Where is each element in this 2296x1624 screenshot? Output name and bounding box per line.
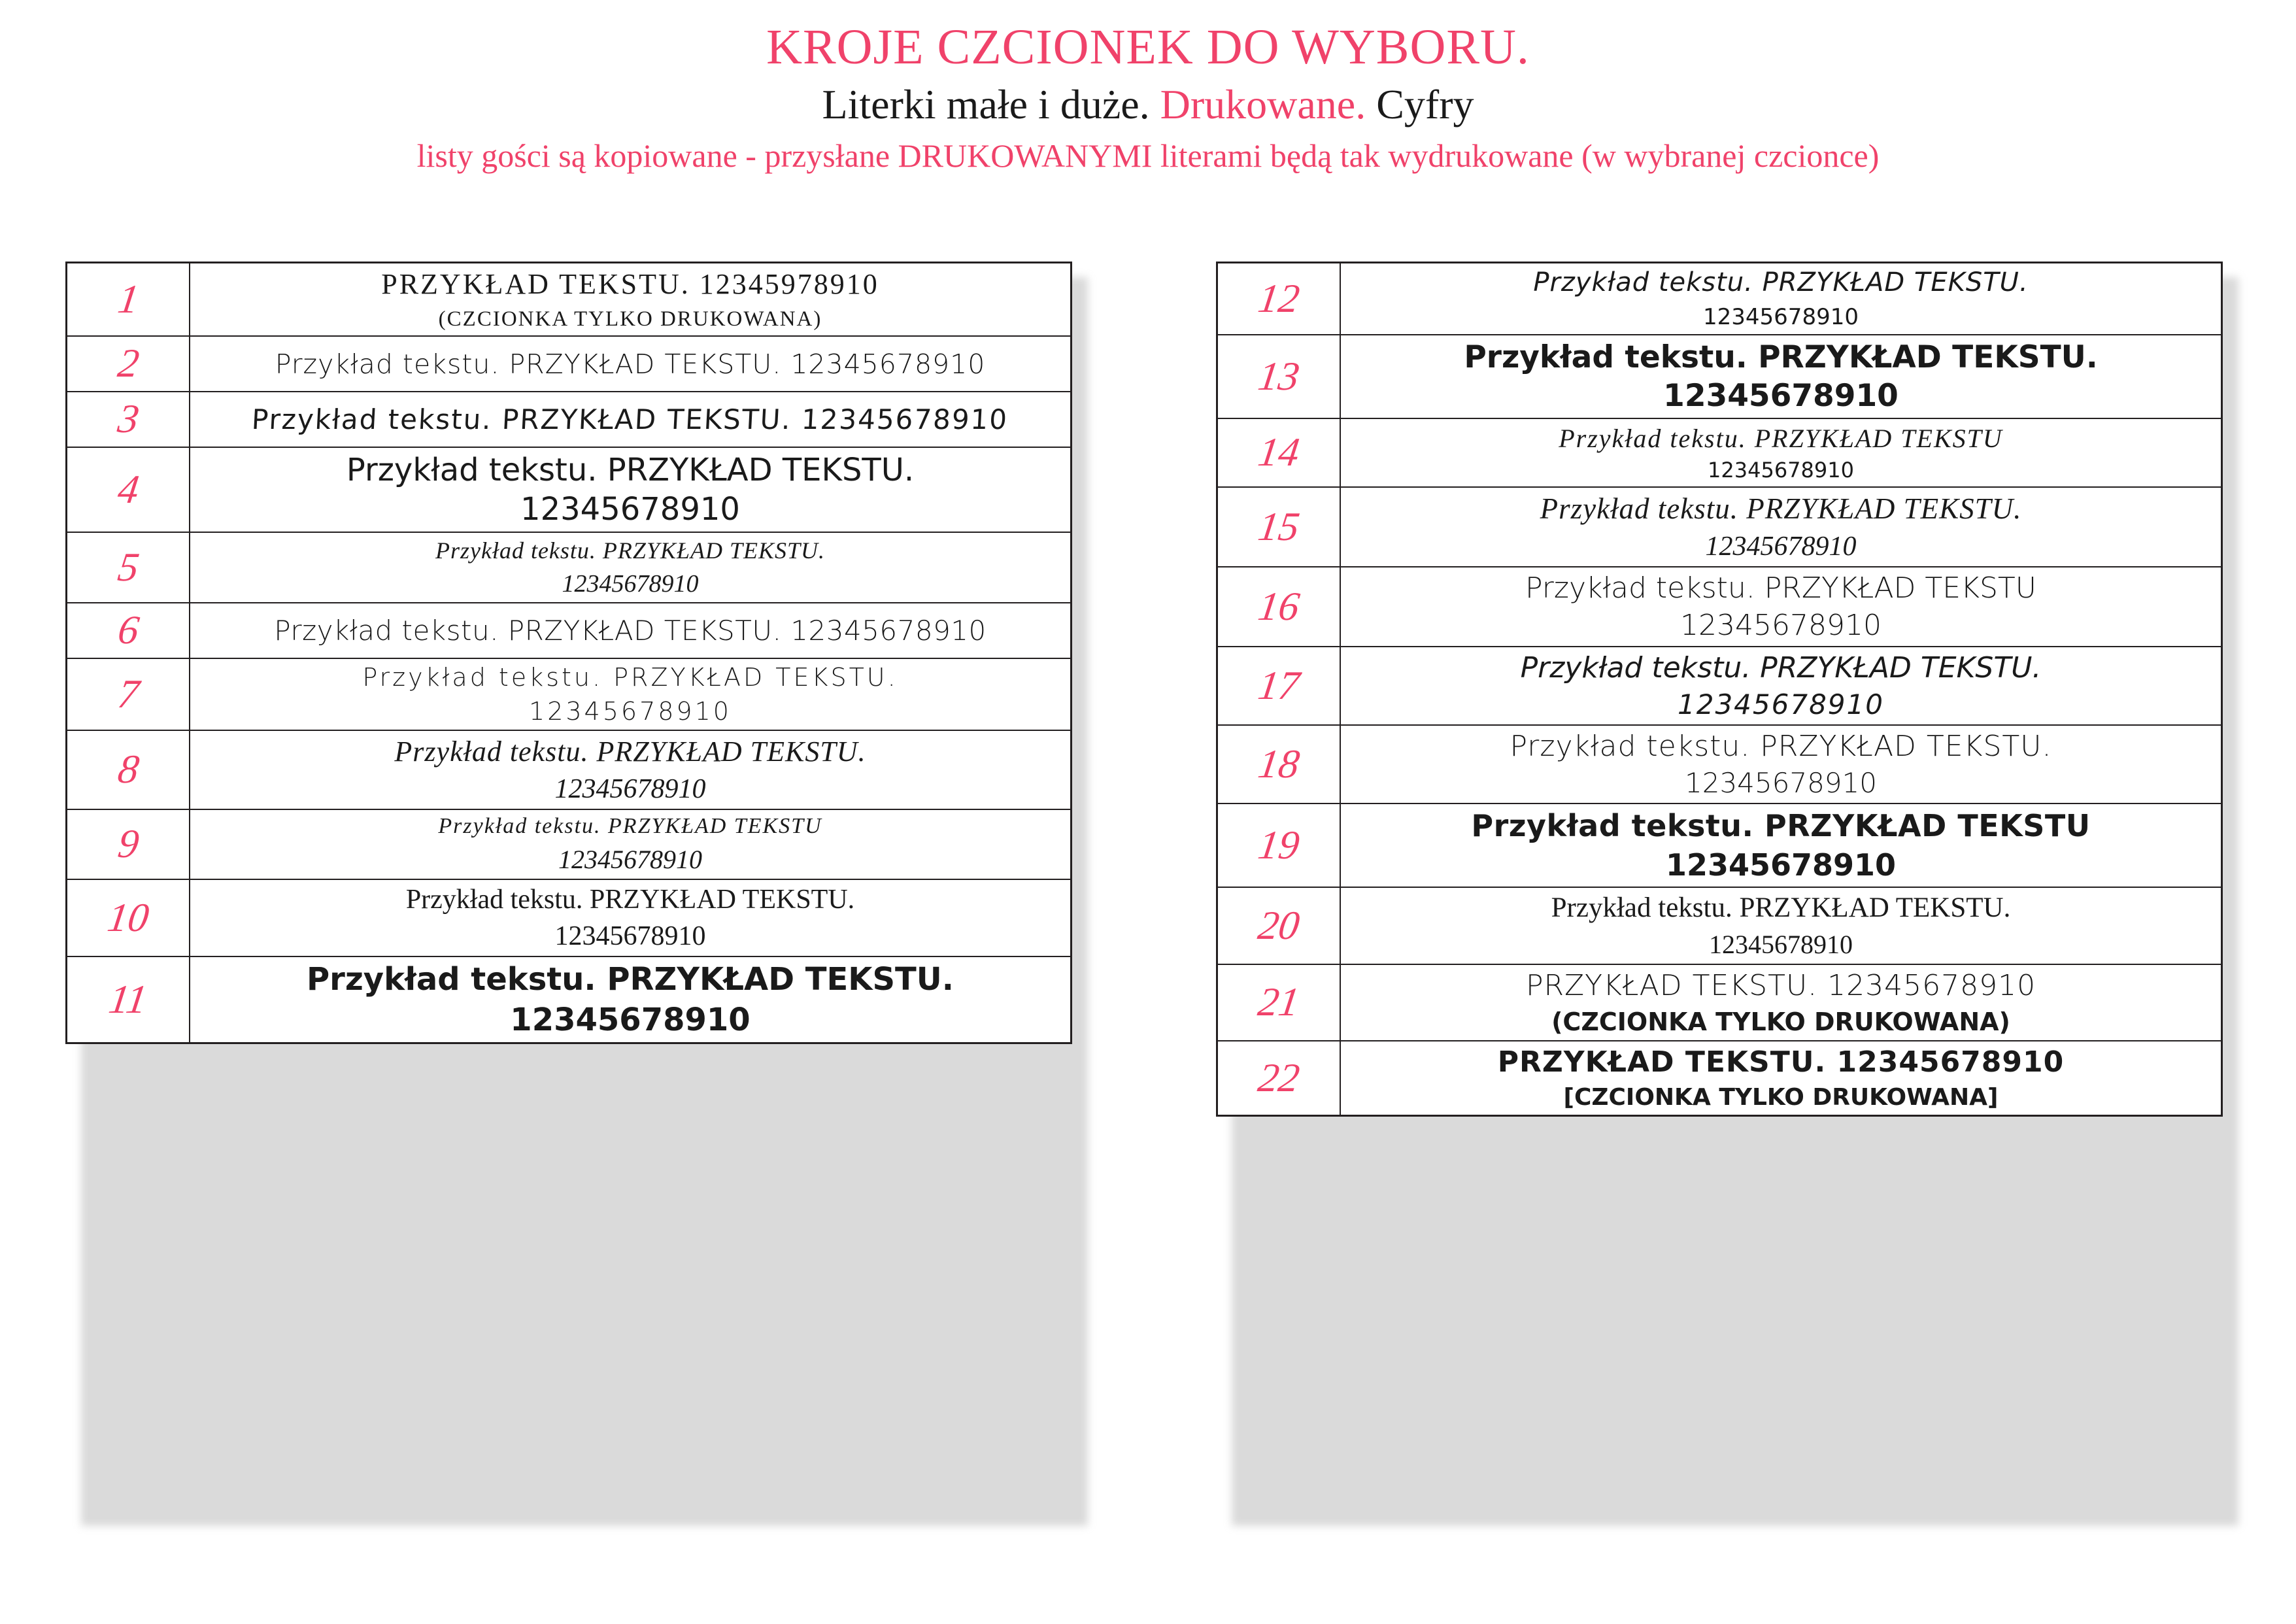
sample-line-1: Przykład tekstu. PRZYKŁAD TEKSTU. [1510,730,2052,763]
subtitle-part-2: Cyfry [1366,81,1474,127]
table-row[interactable] [1217,1041,2222,1116]
sample-line-2: 12345678910 [1678,688,1884,720]
sample-line-1: Przykład tekstu. PRZYKŁAD TEKSTU. [1551,892,2011,923]
page-header [0,0,2296,174]
font-sample[interactable] [190,658,1072,730]
row-number: 2 [67,336,190,392]
sample-line-1: Przykład tekstu. PRZYKŁAD TEKSTU. [394,736,866,768]
sample-line-2: 12345678910 [554,774,706,804]
row-number: 21 [1217,964,1341,1041]
sample-line-2: 12345678910 [1709,930,1853,959]
row-number: 9 [67,809,190,879]
sample-line-2: (CZCIONKA TYLKO DRUKOWANA) [438,307,822,331]
font-sample[interactable] [1340,804,2222,887]
table-row[interactable] [1217,418,2222,487]
font-sample[interactable] [190,392,1072,447]
row-number: 18 [1217,725,1341,804]
sample-line-2: 12345678910 [1680,609,1882,642]
right-column [1216,262,2223,1117]
table-row[interactable] [1217,567,2222,647]
sample-line-1: Przykład tekstu. PRZYKŁAD TEKSTU. [346,452,915,488]
sample-line-1: Przykład tekstu. PRZYKŁAD TEKSTU. [435,537,826,564]
table-row[interactable] [67,263,1072,337]
sample-line-1: PRZYKŁAD TEKSTU. 12345978910 [381,268,879,300]
row-number: 4 [67,447,190,532]
row-number: 1 [67,263,190,337]
row-number: 17 [1217,647,1341,725]
font-sample[interactable] [1340,647,2222,725]
table-row[interactable] [1217,263,2222,335]
sample-line-1: Przykład tekstu. PRZYKŁAD TEKSTU. [1464,339,2098,375]
sample-line-2: 12345678910 [529,697,732,726]
table-row[interactable] [67,532,1072,603]
table-row[interactable] [1217,647,2222,725]
sample-line-2: 12345678910 [562,570,699,598]
font-sample[interactable] [1340,263,2222,335]
table-row[interactable] [67,730,1072,809]
sample-line-2: [CZCIONKA TYLKO DRUKOWANA] [1563,1084,1999,1111]
sample-line-1: Przykład tekstu. PRZYKŁAD TEKSTU. [1533,267,2029,297]
font-sample[interactable] [1340,964,2222,1041]
font-table-left [65,262,1072,1044]
sample-line-1: Przykład tekstu. PRZYKŁAD TEKSTU. [307,961,954,998]
row-number: 12 [1217,263,1341,335]
font-table-right [1216,262,2223,1117]
table-row[interactable] [1217,487,2222,567]
table-row[interactable] [1217,964,2222,1041]
sample-line-2: 12345678910 [558,845,702,874]
table-row[interactable] [67,336,1072,392]
sample-line-2: 12345678910 [510,1002,751,1038]
sample-line-1: Przykład tekstu. PRZYKŁAD TEKSTU [1525,571,2036,605]
row-number: 11 [67,956,190,1043]
font-sample[interactable] [1340,335,2222,418]
sample-line-1: PRZYKŁAD TEKSTU. 12345678910 [1525,969,2036,1002]
table-row[interactable] [67,956,1072,1043]
sample-line-1: Przykład tekstu. PRZYKŁAD TEKSTU. 12345678910 [251,403,1009,435]
row-number: 10 [67,879,190,956]
table-row[interactable] [67,447,1072,532]
row-number: 20 [1217,887,1341,964]
table-row[interactable] [67,809,1072,879]
sample-line-1: Przykład tekstu. PRZYKŁAD TEKSTU. [1540,492,2022,525]
font-sample[interactable] [1340,418,2222,487]
row-number: 19 [1217,804,1341,887]
sample-line-2: 12345678910 [554,921,706,951]
font-sample[interactable] [190,879,1072,956]
row-number: 14 [1217,418,1341,487]
font-sample[interactable] [1340,725,2222,804]
subtitle-part-1: Literki małe i duże. [822,81,1160,127]
page-title: KROJE CZCIONEK DO WYBORU. [766,20,1530,75]
row-number: 5 [67,532,190,603]
sample-line-1: Przykład tekstu. PRZYKŁAD TEKSTU. [1520,651,2042,685]
row-number: 8 [67,730,190,809]
sample-line-1: Przykład tekstu. PRZYKŁAD TEKSTU [1559,424,2003,453]
table-row[interactable] [67,603,1072,658]
sample-line-1: PRZYKŁAD TEKSTU. 12345678910 [1497,1045,2065,1079]
sample-line-2: 12345678910 [1665,847,1897,883]
sample-line-1: Przykład tekstu. PRZYKŁAD TEKSTU [1471,808,2091,843]
font-sample[interactable] [190,809,1072,879]
font-sample[interactable] [190,263,1072,337]
table-row[interactable] [67,658,1072,730]
font-sample[interactable] [190,730,1072,809]
font-sample[interactable] [1340,487,2222,567]
sample-line-2: 12345678910 [520,491,740,528]
sample-line-2: 12345678910 [1703,304,1859,330]
table-row[interactable] [67,879,1072,956]
table-row[interactable] [1217,335,2222,418]
sample-line-2: 12345678910 [1705,532,1857,562]
row-number: 15 [1217,487,1341,567]
font-sample[interactable] [190,447,1072,532]
table-row[interactable] [67,392,1072,447]
font-sample[interactable] [190,336,1072,392]
row-number: 6 [67,603,190,658]
font-sample[interactable] [1340,1041,2222,1116]
font-columns [0,262,2296,1117]
table-row[interactable] [1217,725,2222,804]
font-sample[interactable] [1340,887,2222,964]
sample-line-1: Przykład tekstu. PRZYKŁAD TEKSTU. [405,885,855,915]
sample-line-1: Przykład tekstu. PRZYKŁAD TEKSTU. 12345678910 [275,348,986,380]
page-subtitle [0,82,2296,126]
table-row[interactable] [1217,804,2222,887]
sample-line-1: Przykład tekstu. PRZYKŁAD TEKSTU. [362,663,898,692]
row-number: 3 [67,392,190,447]
sample-line-1: Przykład tekstu. PRZYKŁAD TEKSTU. 12345678910 [274,615,987,647]
row-number: 7 [67,658,190,730]
page-note: listy gości są kopiowane - przysłane DRUKOWANYMI literami będą tak wydrukowane (w wybranej czcionce) [416,137,1880,175]
table-row[interactable] [1217,887,2222,964]
row-number: 13 [1217,335,1341,418]
row-number: 16 [1217,567,1341,647]
sample-line-1: Przykład tekstu. PRZYKŁAD TEKSTU [438,814,822,838]
sample-line-2: 12345678910 [1685,767,1877,799]
row-number: 22 [1217,1041,1341,1116]
subtitle-accent: Drukowane. [1160,81,1366,127]
font-sample[interactable] [190,532,1072,603]
sample-line-2: 12345678910 [1663,378,1899,414]
font-sample[interactable] [190,603,1072,658]
left-column [65,262,1072,1117]
font-sample[interactable] [190,956,1072,1043]
sample-line-2: (CZCIONKA TYLKO DRUKOWANA) [1551,1007,2010,1036]
sample-line-2: 12345678910 [1708,458,1854,482]
font-sample[interactable] [1340,567,2222,647]
